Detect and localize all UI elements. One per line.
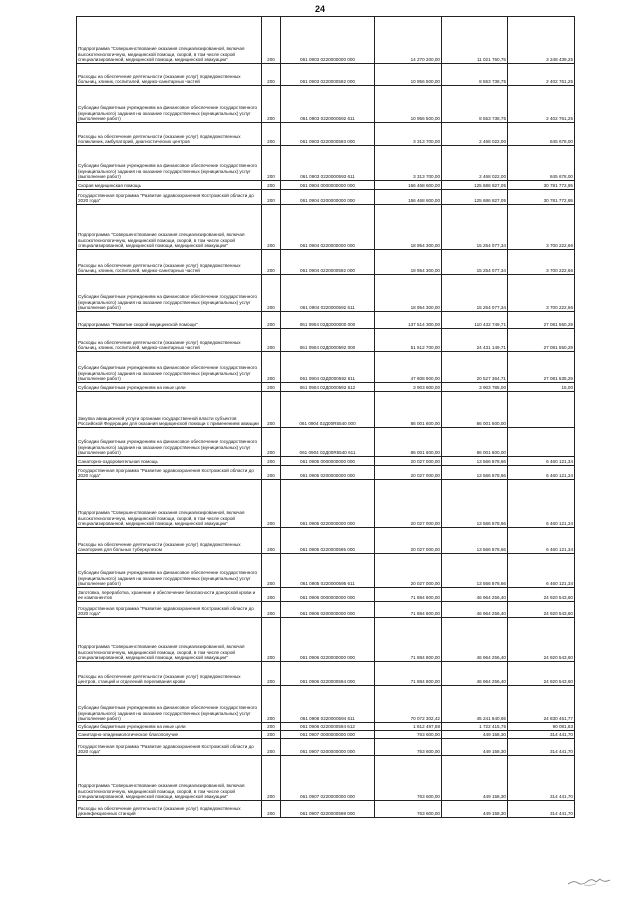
row-name-cell: Расходы на обеспечение деятельности (оказание услуг) подведомственных больниц, клиник, госпиталей, медико-санитарных частей — [77, 250, 262, 275]
row-classification-code-cell: 061 0903 0220000592 000 — [281, 64, 375, 86]
row-code-cell: 200 — [262, 190, 281, 205]
row-name-cell: Государственная программа "Развитие здравоохранения Костромской области до 2020 года" — [77, 739, 262, 756]
row-unexecuted-amount-cell: 27 081 550,29 — [508, 329, 575, 352]
row-executed-amount-cell: 86 001 600,00 — [442, 392, 508, 428]
row-executed-amount-cell: 46 964 256,40 — [442, 602, 508, 618]
row-approved-amount-cell: 70 072 302,42 — [375, 686, 442, 723]
table-row — [77, 392, 575, 428]
row-code-cell: 200 — [262, 86, 281, 123]
row-unexecuted-amount-cell: 6 460 121,34 — [508, 457, 575, 466]
row-approved-amount-cell: 20 027 000,00 — [375, 554, 442, 588]
row-name-cell: Субсидии бюджетным учреждениям на финансовое обеспечение государственного (муниципального) задания на оказание государственных (муниципальных) услуг (выполнение работ) — [77, 686, 262, 723]
row-approved-amount-cell: 86 001 600,00 — [375, 392, 442, 428]
row-unexecuted-amount-cell: 6 460 121,34 — [508, 480, 575, 528]
row-code-cell: 200 — [262, 146, 281, 181]
row-approved-amount-cell: 3 903 800,00 — [375, 383, 442, 392]
row-executed-amount-cell: 3 903 785,00 — [442, 383, 508, 392]
row-executed-amount-cell: 8 553 738,75 — [442, 86, 508, 123]
table-row — [77, 739, 575, 756]
row-executed-amount-cell: 449 158,30 — [442, 801, 508, 818]
table-row — [77, 383, 575, 392]
row-unexecuted-amount-cell: 845 678,00 — [508, 146, 575, 181]
row-name-cell: Субсидии бюджетным учреждениям на финансовое обеспечение государственного (муниципального) задания на оказание государственных (муниципальных) услуг (выполнение работ) — [77, 86, 262, 123]
table-row — [77, 480, 575, 528]
row-approved-amount-cell: 1 812 497,58 — [375, 723, 442, 731]
row-unexecuted-amount-cell: 2 402 761,25 — [508, 86, 575, 123]
table-row — [77, 801, 575, 818]
row-name-cell: Государственная программа "Развитие здравоохранения Костромской области до 2020 года" — [77, 466, 262, 480]
table-row — [77, 662, 575, 686]
row-classification-code-cell: 061 0903 0220000593 611 — [281, 146, 375, 181]
row-approved-amount-cell: 20 027 000,00 — [375, 480, 442, 528]
row-approved-amount-cell: 763 600,00 — [375, 731, 442, 739]
row-classification-code-cell: 061 0906 0220000594 612 — [281, 723, 375, 731]
row-executed-amount-cell: 20 527 364,71 — [442, 352, 508, 383]
table-row — [77, 329, 575, 352]
row-classification-code-cell: 061 0904 02Д00R5540 000 — [281, 392, 375, 428]
row-unexecuted-amount-cell: 24 920 543,60 — [508, 662, 575, 686]
row-unexecuted-amount-cell: 314 441,70 — [508, 756, 575, 801]
row-unexecuted-amount-cell: 27 081 550,29 — [508, 312, 575, 329]
row-unexecuted-amount-cell — [508, 428, 575, 457]
row-unexecuted-amount-cell: 3 700 222,66 — [508, 250, 575, 275]
row-unexecuted-amount-cell: 30 781 772,95 — [508, 190, 575, 205]
row-executed-amount-cell: 46 964 256,40 — [442, 588, 508, 602]
row-code-cell: 200 — [262, 756, 281, 801]
row-name-cell: Подпрограмма "Совершенствование оказания специализированной, включая высокотехнологичную, медицинской помощи, скорой, в том числе скорой специализированной, медицинской помощи, медицинской эвакуации" — [77, 480, 262, 528]
row-executed-amount-cell: 2 468 022,00 — [442, 123, 508, 146]
row-code-cell: 200 — [262, 64, 281, 86]
row-approved-amount-cell: 20 027 000,00 — [375, 528, 442, 554]
row-name-cell: Подпрограмма "Совершенствование оказания специализированной, включая высокотехнологичную, медицинской помощи, скорой, в том числе скорой специализированной, медицинской помощи, медицинской эвакуации" — [77, 205, 262, 250]
row-approved-amount-cell: 3 313 700,00 — [375, 123, 442, 146]
row-name-cell: Расходы на обеспечение деятельности (оказание услуг) подведомственных больниц, клиник, госпиталей, медико-санитарных частей — [77, 64, 262, 86]
row-approved-amount-cell: 156 468 600,00 — [375, 181, 442, 190]
row-approved-amount-cell: 18 954 300,00 — [375, 205, 442, 250]
row-unexecuted-amount-cell: 24 830 461,77 — [508, 686, 575, 723]
row-name-cell: Субсидии бюджетным учреждениям на иные цели — [77, 723, 262, 731]
row-approved-amount-cell: 71 884 800,00 — [375, 662, 442, 686]
row-executed-amount-cell: 86 001 600,00 — [442, 428, 508, 457]
table-row — [77, 17, 575, 64]
table-row — [77, 86, 575, 123]
row-code-cell: 200 — [262, 602, 281, 618]
row-name-cell: Подпрограмма "Совершенствование оказания специализированной, включая высокотехнологичную, медицинской помощи, скорой, в том числе скорой специализированной, медицинской помощи, медицинской эвакуации" — [77, 756, 262, 801]
row-code-cell: 200 — [262, 329, 281, 352]
row-classification-code-cell: 061 0904 0000000000 000 — [281, 181, 375, 190]
row-code-cell: 200 — [262, 686, 281, 723]
row-classification-code-cell: 061 0904 02Д0000000 000 — [281, 312, 375, 329]
row-unexecuted-amount-cell: 2 402 761,25 — [508, 64, 575, 86]
row-unexecuted-amount-cell: 6 460 121,34 — [508, 466, 575, 480]
row-name-cell: Субсидии бюджетным учреждениям на финансовое обеспечение государственного (муниципального) задания на оказание государственных (муниципальных) услуг (выполнение работ) — [77, 554, 262, 588]
row-executed-amount-cell: 15 254 077,34 — [442, 205, 508, 250]
row-name-cell: Субсидии бюджетным учреждениям на финансовое обеспечение государственного (муниципального) задания на оказание государственных (муниципальных) услуг (выполнение работ) — [77, 428, 262, 457]
row-classification-code-cell: 061 0906 0000000000 000 — [281, 588, 375, 602]
row-executed-amount-cell: 8 553 738,75 — [442, 64, 508, 86]
row-classification-code-cell: 061 0904 02Д0000592 611 — [281, 352, 375, 383]
row-unexecuted-amount-cell: 314 441,70 — [508, 801, 575, 818]
row-name-cell: Закупка авиационной услуги органами государственной власти субъектов Российской Федерации для оказания медицинской помощи с применением авиации — [77, 392, 262, 428]
row-executed-amount-cell: 46 964 256,40 — [442, 618, 508, 662]
row-name-cell: Скорая медицинская помощь — [77, 181, 262, 190]
row-classification-code-cell: 061 0903 0220000000 000 — [281, 17, 375, 64]
row-classification-code-cell: 061 0907 0000000000 000 — [281, 731, 375, 739]
row-classification-code-cell: 061 0907 0200000000 000 — [281, 739, 375, 756]
row-name-cell: Субсидии бюджетным учреждениям на финансовое обеспечение государственного (муниципального) задания на оказание государственных (муниципальных) услуг (выполнение работ) — [77, 352, 262, 383]
table-row — [77, 312, 575, 329]
table-row — [77, 190, 575, 205]
row-approved-amount-cell: 86 001 600,00 — [375, 428, 442, 457]
row-approved-amount-cell: 20 027 000,00 — [375, 466, 442, 480]
row-approved-amount-cell: 137 514 300,00 — [375, 312, 442, 329]
row-classification-code-cell: 061 0903 0220000592 611 — [281, 86, 375, 123]
row-executed-amount-cell: 13 566 878,66 — [442, 528, 508, 554]
row-classification-code-cell: 061 0904 0200000000 000 — [281, 190, 375, 205]
row-code-cell: 200 — [262, 528, 281, 554]
row-executed-amount-cell: 11 021 760,75 — [442, 17, 508, 64]
row-approved-amount-cell: 47 608 900,00 — [375, 352, 442, 383]
row-executed-amount-cell: 24 431 149,71 — [442, 329, 508, 352]
row-name-cell: Субсидии бюджетным учреждениям на иные цели — [77, 383, 262, 392]
row-approved-amount-cell: 763 600,00 — [375, 801, 442, 818]
row-classification-code-cell: 061 0905 0220000000 000 — [281, 480, 375, 528]
row-code-cell: 200 — [262, 801, 281, 818]
row-executed-amount-cell: 15 254 077,34 — [442, 275, 508, 312]
row-code-cell: 200 — [262, 739, 281, 756]
row-code-cell: 200 — [262, 17, 281, 64]
row-approved-amount-cell: 156 468 600,00 — [375, 190, 442, 205]
row-name-cell: Заготовка, переработка, хранение и обеспечение безопасности донорской крови и ее компонентов — [77, 588, 262, 602]
table-row — [77, 205, 575, 250]
row-name-cell: Санаторно-оздоровительная помощь — [77, 457, 262, 466]
row-approved-amount-cell: 20 027 000,00 — [375, 457, 442, 466]
row-classification-code-cell: 061 0903 0220000593 000 — [281, 123, 375, 146]
row-approved-amount-cell: 18 954 300,00 — [375, 250, 442, 275]
row-name-cell: Санитарно-эпидемиологическое благополучие — [77, 731, 262, 739]
row-executed-amount-cell: 46 964 256,40 — [442, 662, 508, 686]
row-name-cell: Субсидии бюджетным учреждениям на финансовое обеспечение государственного (муниципального) задания на оказание государственных (муниципальных) услуг (выполнение работ) — [77, 146, 262, 181]
row-unexecuted-amount-cell: 3 700 222,66 — [508, 275, 575, 312]
row-approved-amount-cell: 763 600,00 — [375, 756, 442, 801]
row-approved-amount-cell: 763 600,00 — [375, 739, 442, 756]
table-row — [77, 466, 575, 480]
row-approved-amount-cell: 71 884 800,00 — [375, 602, 442, 618]
row-name-cell: Государственная программа "Развитие здравоохранения Костромской области до 2020 года" — [77, 190, 262, 205]
row-approved-amount-cell: 71 884 800,00 — [375, 618, 442, 662]
table-row — [77, 618, 575, 662]
row-executed-amount-cell: 449 158,30 — [442, 756, 508, 801]
row-name-cell: Расходы на обеспечение деятельности (оказание услуг) подведомственных больниц, клиник, госпиталей, медико-санитарных частей — [77, 329, 262, 352]
row-executed-amount-cell: 15 254 077,34 — [442, 250, 508, 275]
row-executed-amount-cell: 13 566 878,66 — [442, 466, 508, 480]
row-executed-amount-cell: 110 432 749,71 — [442, 312, 508, 329]
row-code-cell: 200 — [262, 181, 281, 190]
row-unexecuted-amount-cell: 24 920 543,60 — [508, 602, 575, 618]
table-row — [77, 731, 575, 739]
row-name-cell: Государственная программа "Развитие здравоохранения Костромской области до 2020 года" — [77, 602, 262, 618]
budget-table-body — [77, 17, 575, 818]
row-executed-amount-cell: 2 468 022,00 — [442, 146, 508, 181]
row-classification-code-cell: 061 0904 0220000592 611 — [281, 275, 375, 312]
row-classification-code-cell: 061 0905 0200000000 000 — [281, 466, 375, 480]
row-unexecuted-amount-cell: 90 081,83 — [508, 723, 575, 731]
row-classification-code-cell: 061 0907 0220000000 000 — [281, 756, 375, 801]
row-unexecuted-amount-cell: 845 678,00 — [508, 123, 575, 146]
row-executed-amount-cell: 13 566 878,66 — [442, 480, 508, 528]
row-code-cell: 200 — [262, 588, 281, 602]
row-executed-amount-cell: 449 158,30 — [442, 731, 508, 739]
row-unexecuted-amount-cell: 314 441,70 — [508, 731, 575, 739]
row-code-cell: 200 — [262, 428, 281, 457]
row-code-cell: 200 — [262, 662, 281, 686]
row-name-cell: Расходы на обеспечение деятельности (оказание услуг) подведомственных санаториев для больных туберкулезом — [77, 528, 262, 554]
row-executed-amount-cell: 13 566 878,66 — [442, 457, 508, 466]
row-code-cell: 200 — [262, 383, 281, 392]
row-name-cell: Субсидии бюджетным учреждениям на финансовое обеспечение государственного (муниципального) задания на оказание государственных (муниципальных) услуг (выполнение работ) — [77, 275, 262, 312]
row-executed-amount-cell: 13 566 878,66 — [442, 554, 508, 588]
table-row — [77, 528, 575, 554]
handwritten-mark-icon — [566, 874, 614, 888]
row-classification-code-cell: 061 0904 02Д00R5540 611 — [281, 428, 375, 457]
row-classification-code-cell: 061 0905 0220000595 611 — [281, 554, 375, 588]
table-row — [77, 146, 575, 181]
table-row — [77, 602, 575, 618]
row-name-cell: Расходы на обеспечение деятельности (оказание услуг) подведомственных центров, станций и отделений переливания крови — [77, 662, 262, 686]
row-classification-code-cell: 061 0907 0220000598 000 — [281, 801, 375, 818]
table-row — [77, 64, 575, 86]
row-unexecuted-amount-cell: 15,00 — [508, 383, 575, 392]
row-classification-code-cell: 061 0906 0220000594 611 — [281, 686, 375, 723]
row-approved-amount-cell: 71 884 800,00 — [375, 588, 442, 602]
row-code-cell: 200 — [262, 205, 281, 250]
table-row — [77, 756, 575, 801]
row-unexecuted-amount-cell: 6 460 121,34 — [508, 554, 575, 588]
row-code-cell: 200 — [262, 554, 281, 588]
row-classification-code-cell: 061 0904 0220000000 000 — [281, 205, 375, 250]
row-unexecuted-amount-cell: 6 460 121,34 — [508, 528, 575, 554]
table-row — [77, 181, 575, 190]
row-classification-code-cell: 061 0905 0220000595 000 — [281, 528, 375, 554]
row-code-cell: 200 — [262, 312, 281, 329]
row-executed-amount-cell: 1 722 415,75 — [442, 723, 508, 731]
row-unexecuted-amount-cell: 24 920 543,60 — [508, 618, 575, 662]
row-approved-amount-cell: 10 956 500,00 — [375, 86, 442, 123]
row-unexecuted-amount-cell: 314 441,70 — [508, 739, 575, 756]
row-approved-amount-cell: 18 954 300,00 — [375, 275, 442, 312]
row-executed-amount-cell: 125 686 827,05 — [442, 181, 508, 190]
table-row — [77, 428, 575, 457]
row-code-cell: 200 — [262, 275, 281, 312]
table-row — [77, 686, 575, 723]
row-classification-code-cell: 061 0904 02Д0000592 612 — [281, 383, 375, 392]
row-name-cell: Подпрограмма "Развитие скорой медицинской помощи" — [77, 312, 262, 329]
row-classification-code-cell: 061 0904 0220000592 000 — [281, 250, 375, 275]
row-unexecuted-amount-cell — [508, 392, 575, 428]
row-unexecuted-amount-cell: 30 781 772,95 — [508, 181, 575, 190]
table-row — [77, 352, 575, 383]
row-code-cell: 200 — [262, 480, 281, 528]
row-name-cell: Расходы на обеспечение деятельности (оказание услуг) подведомственных поликлиник, амбулаторий, диагностических центров — [77, 123, 262, 146]
row-classification-code-cell: 061 0906 0200000000 000 — [281, 602, 375, 618]
row-code-cell: 200 — [262, 731, 281, 739]
row-code-cell: 200 — [262, 123, 281, 146]
row-unexecuted-amount-cell: 24 920 543,60 — [508, 588, 575, 602]
table-row — [77, 123, 575, 146]
table-row — [77, 457, 575, 466]
row-executed-amount-cell: 45 241 840,65 — [442, 686, 508, 723]
row-code-cell: 200 — [262, 392, 281, 428]
budget-table — [76, 16, 575, 818]
row-code-cell: 200 — [262, 250, 281, 275]
row-name-cell: Расходы на обеспечение деятельности (оказание услуг) подведомственных дезинфекционных станций — [77, 801, 262, 818]
row-code-cell: 200 — [262, 352, 281, 383]
row-executed-amount-cell: 449 158,30 — [442, 739, 508, 756]
table-row — [77, 250, 575, 275]
row-unexecuted-amount-cell: 27 081 535,29 — [508, 352, 575, 383]
row-code-cell: 200 — [262, 466, 281, 480]
row-code-cell: 200 — [262, 723, 281, 731]
row-unexecuted-amount-cell: 3 700 222,66 — [508, 205, 575, 250]
row-approved-amount-cell: 3 313 700,00 — [375, 146, 442, 181]
row-approved-amount-cell: 51 512 700,00 — [375, 329, 442, 352]
table-row — [77, 723, 575, 731]
row-classification-code-cell: 061 0904 02Д0000592 000 — [281, 329, 375, 352]
table-row — [77, 275, 575, 312]
row-classification-code-cell: 061 0905 0000000000 000 — [281, 457, 375, 466]
row-approved-amount-cell: 14 270 200,00 — [375, 17, 442, 64]
row-executed-amount-cell: 125 686 827,05 — [442, 190, 508, 205]
row-name-cell: Подпрограмма "Совершенствование оказания специализированной, включая высокотехнологичную, медицинской помощи, скорой, в том числе скорой специализированной, медицинской помощи, медицинской эвакуации" — [77, 17, 262, 64]
row-name-cell: Подпрограмма "Совершенствование оказания специализированной, включая высокотехнологичную, медицинской помощи, скорой, в том числе скорой специализированной, медицинской помощи, медицинской эвакуации" — [77, 618, 262, 662]
table-row — [77, 554, 575, 588]
row-unexecuted-amount-cell: 3 248 439,25 — [508, 17, 575, 64]
row-classification-code-cell: 061 0906 0220000594 000 — [281, 662, 375, 686]
row-classification-code-cell: 061 0906 0220000000 000 — [281, 618, 375, 662]
row-approved-amount-cell: 10 956 500,00 — [375, 64, 442, 86]
page-number: 24 — [314, 4, 325, 14]
row-code-cell: 200 — [262, 618, 281, 662]
row-code-cell: 200 — [262, 457, 281, 466]
table-row — [77, 588, 575, 602]
